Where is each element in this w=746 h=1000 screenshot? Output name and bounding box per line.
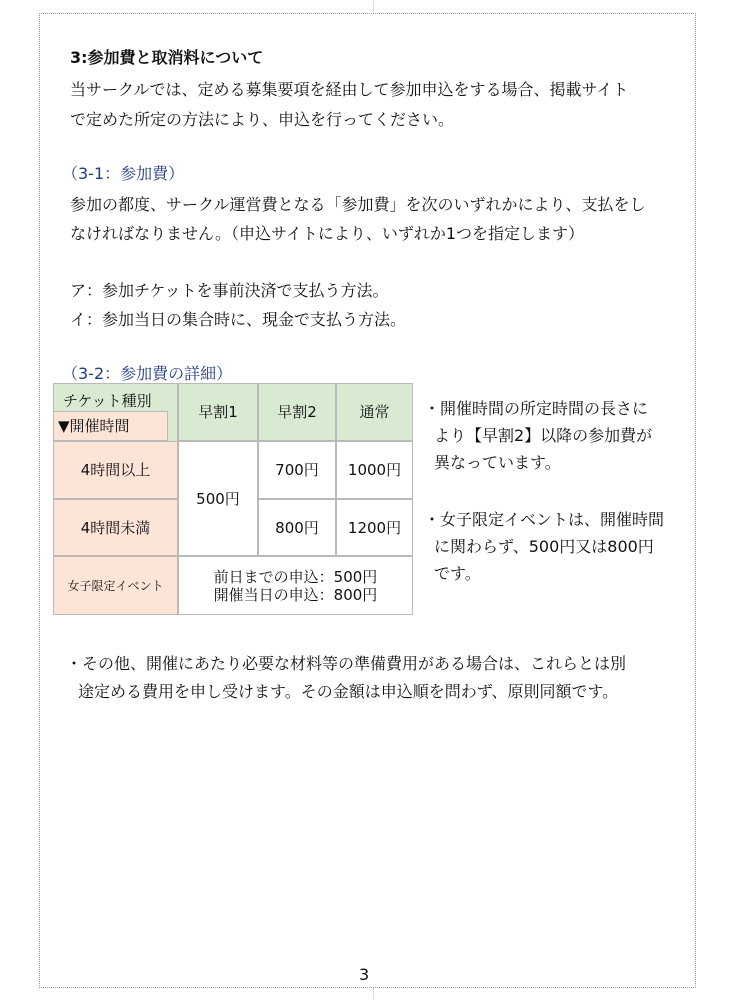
page-guide-bottom [373,988,374,1000]
fee-text-line-1: 参加の都度、サークル運営費となる「参加費」を次のいずれかにより、支払をし [70,195,646,214]
intro-line-2: で定めた所定の方法により、申込を行ってください。 [70,110,455,129]
cell-women-only-fees [178,556,413,615]
women-fee-line-2: 開催当日の申込：800円 [213,585,378,604]
cell-under-4h-early2: 800円 [258,499,336,556]
note2-line-2: に関わらず、500円又は800円 [434,537,654,556]
fee-table [53,383,413,615]
cell-early1-shared: 500円 [178,441,258,556]
cell-4h-plus-normal: 1000円 [336,441,413,499]
other-fees-line-1: ・その他、開催にあたり必要な材料等の準備費用がある場合は、これらとは別 [66,654,627,673]
col-header-early1: 早割1 [178,383,258,441]
col-header-early2: 早割2 [258,383,336,441]
note1-line-1: ・開催時間の所定時間の長さに [424,399,649,418]
section-title: 3:参加費と取消料について [70,48,264,67]
subsection-heading-3-2: （3-2：参加費の詳細） [62,364,233,383]
cell-under-4h-normal: 1200円 [336,499,413,556]
row-label-4h-plus: 4時間以上 [53,441,178,499]
cell-4h-plus-early2: 700円 [258,441,336,499]
row-label-under-4h: 4時間未満 [53,499,178,556]
col-header-normal: 通常 [336,383,413,441]
note1-line-3: 異なっています。 [434,453,561,472]
payment-option-i: イ：参加当日の集合時に、現金で支払う方法。 [70,310,407,329]
page-number: 3 [359,965,370,984]
page-guide-top [373,0,374,13]
other-fees-line-2: 途定める費用を申し受けます。その金額は申込順を問わず、原則同額です。 [78,682,619,701]
fee-text-line-2: なければなりません。（申込サイトにより、いずれか1つを指定します） [70,224,585,243]
note1-line-2: より【早割2】以降の参加費が [434,426,653,445]
note2-line-3: です。 [434,564,481,583]
intro-line-1: 当サークルでは、定める募集要項を経由して参加申込をする場合、掲載サイト [70,80,629,99]
payment-option-a: ア：参加チケットを事前決済で支払う方法。 [70,281,389,300]
note2-line-1: ・女子限定イベントは、開催時間 [424,510,665,529]
row-label-women-only: 女子限定イベント [53,556,178,615]
women-fee-line-1: 前日までの申込：500円 [213,567,378,586]
subsection-heading-3-1: （3-1：参加費） [62,164,185,183]
header-duration: ▼開催時間 [53,411,168,441]
header-ticket-type: チケット種別 [63,392,152,410]
